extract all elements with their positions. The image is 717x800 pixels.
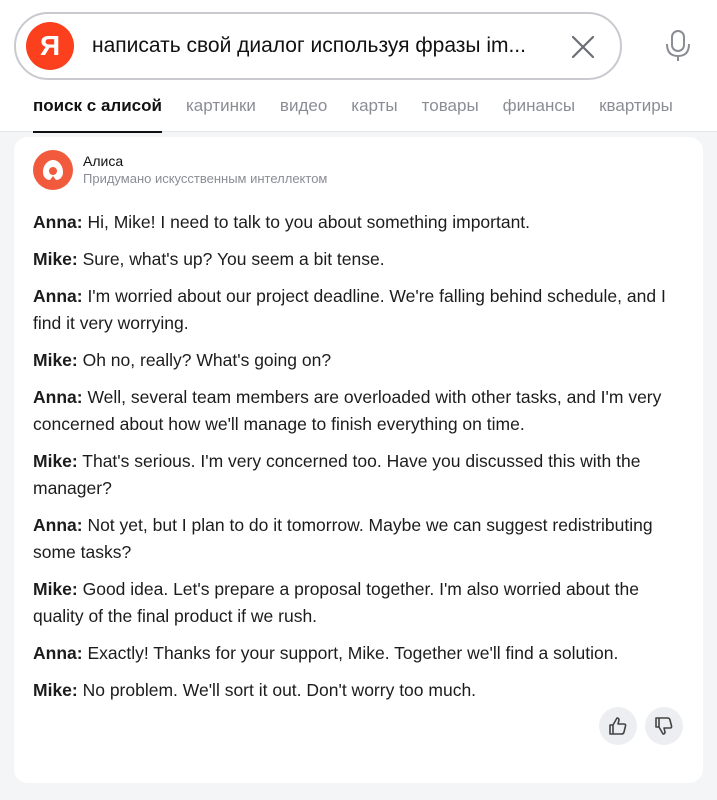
speaker-name: Anna: [33, 387, 83, 407]
yandex-logo[interactable]: Я [26, 22, 74, 70]
dialog-text: Hi, Mike! I need to talk to you about something important. [82, 212, 531, 232]
dialog-text: That's serious. I'm very concerned too. Have you discussed this with the manager? [33, 451, 641, 498]
feedback-buttons [591, 707, 683, 745]
dialog-text: Well, several team members are overloaded with other tasks, and I'm very concerned about how we'll manage to finish everything on time. [33, 387, 662, 434]
tab-0[interactable]: поиск с алисой [33, 92, 162, 132]
answer-header [33, 150, 327, 190]
dialog-line [33, 448, 693, 502]
dialog-text: I'm worried about our project deadline. We're falling behind schedule, and I find it very worrying. [33, 286, 666, 333]
alisa-logo-icon [40, 157, 66, 183]
dialog-text: Oh no, really? What's going on? [77, 350, 332, 370]
dialog-line [33, 677, 693, 704]
dialog-text: Exactly! Thanks for your support, Mike. Together we'll find a solution. [82, 643, 619, 663]
alisa-answer-card [14, 137, 703, 783]
dialog-text [33, 209, 693, 714]
speaker-name: Mike: [33, 350, 78, 370]
search-tabs [0, 92, 717, 132]
thumbs-down-icon[interactable] [645, 707, 683, 745]
dialog-text: Good idea. Let's prepare a proposal together. I'm also worried about the quality of the final product if we rush. [33, 579, 639, 626]
dialog-text: Sure, what's up? You seem a bit tense. [77, 249, 385, 269]
speaker-name: Mike: [33, 249, 78, 269]
dialog-line [33, 347, 693, 374]
speaker-name: Mike: [33, 680, 78, 700]
tab-6[interactable]: квартиры [599, 96, 673, 115]
microphone-icon[interactable] [662, 28, 694, 64]
speaker-name: Anna: [33, 643, 83, 663]
search-input[interactable]: написать свой диалог используя фразы im... [92, 34, 526, 57]
close-icon[interactable] [568, 32, 598, 62]
tab-1[interactable]: картинки [185, 96, 256, 115]
thumbs-up-icon[interactable] [599, 707, 637, 745]
dialog-line [33, 576, 693, 630]
speaker-name: Anna: [33, 212, 83, 232]
tab-4[interactable]: товары [421, 96, 479, 115]
dialog-text: No problem. We'll sort it out. Don't worry too much. [77, 680, 477, 700]
dialog-line [33, 384, 693, 438]
dialog-line [33, 512, 693, 566]
dialog-line [33, 209, 693, 236]
dialog-text: Not yet, but I plan to do it tomorrow. Maybe we can suggest redistributing some tasks? [33, 515, 653, 562]
speaker-name: Mike: [33, 451, 78, 471]
alisa-avatar [33, 150, 73, 190]
dialog-line [33, 246, 693, 273]
answer-author: Алиса [83, 153, 124, 169]
speaker-name: Anna: [33, 515, 83, 535]
dialog-line [33, 283, 693, 337]
tab-5[interactable]: финансы [502, 96, 576, 115]
tab-2[interactable]: видео [279, 96, 328, 115]
dialog-line [33, 640, 693, 667]
header [0, 0, 717, 132]
tab-3[interactable]: карты [351, 96, 398, 115]
speaker-name: Anna: [33, 286, 83, 306]
answer-subtitle: Придумано искусственным интеллектом [83, 171, 328, 186]
search-bar[interactable] [14, 12, 622, 80]
speaker-name: Mike: [33, 579, 78, 599]
